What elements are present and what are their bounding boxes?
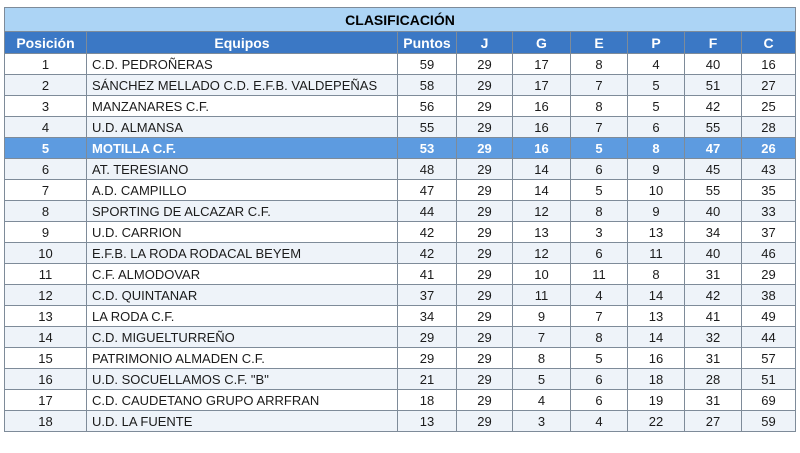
- points-cell: 42: [398, 222, 457, 243]
- played-cell: 29: [457, 75, 513, 96]
- table-row: [5, 222, 796, 243]
- lost-cell: 8: [628, 264, 685, 285]
- drawn-cell: 8: [571, 201, 628, 222]
- won-cell: 16: [513, 117, 571, 138]
- team-name-cell[interactable]: SÁNCHEZ MELLADO C.D. E.F.B. VALDEPEÑAS: [87, 75, 398, 96]
- goals-for-cell: 31: [685, 390, 742, 411]
- drawn-cell: 4: [571, 411, 628, 432]
- goals-against-cell: 26: [742, 138, 796, 159]
- table-row: [5, 159, 796, 180]
- column-header-points[interactable]: Puntos: [398, 32, 457, 54]
- goals-against-cell: 46: [742, 243, 796, 264]
- goals-against-cell: 59: [742, 411, 796, 432]
- position-cell: 4: [5, 117, 87, 138]
- drawn-cell: 11: [571, 264, 628, 285]
- played-cell: 29: [457, 327, 513, 348]
- points-cell: 37: [398, 285, 457, 306]
- goals-against-cell: 33: [742, 201, 796, 222]
- team-name-cell[interactable]: C.D. QUINTANAR: [87, 285, 398, 306]
- goals-against-cell: 43: [742, 159, 796, 180]
- goals-for-cell: 28: [685, 369, 742, 390]
- lost-cell: 13: [628, 222, 685, 243]
- team-name-cell[interactable]: MANZANARES C.F.: [87, 96, 398, 117]
- team-name-cell[interactable]: U.D. ALMANSA: [87, 117, 398, 138]
- team-name-cell[interactable]: E.F.B. LA RODA RODACAL BEYEM: [87, 243, 398, 264]
- won-cell: 14: [513, 159, 571, 180]
- position-cell: 10: [5, 243, 87, 264]
- goals-for-cell: 55: [685, 117, 742, 138]
- position-cell: 17: [5, 390, 87, 411]
- table-row: [5, 264, 796, 285]
- points-cell: 34: [398, 306, 457, 327]
- goals-for-cell: 32: [685, 327, 742, 348]
- won-cell: 10: [513, 264, 571, 285]
- lost-cell: 13: [628, 306, 685, 327]
- standings-body: [5, 54, 796, 432]
- table-row: [5, 348, 796, 369]
- position-cell: 18: [5, 411, 87, 432]
- team-name-cell[interactable]: C.D. PEDROÑERAS: [87, 54, 398, 75]
- table-row: [5, 201, 796, 222]
- goals-for-cell: 40: [685, 243, 742, 264]
- goals-against-cell: 37: [742, 222, 796, 243]
- won-cell: 12: [513, 201, 571, 222]
- points-cell: 58: [398, 75, 457, 96]
- table-row: [5, 54, 796, 75]
- position-cell: 2: [5, 75, 87, 96]
- lost-cell: 10: [628, 180, 685, 201]
- team-name-cell[interactable]: C.D. CAUDETANO GRUPO ARRFRAN: [87, 390, 398, 411]
- played-cell: 29: [457, 243, 513, 264]
- column-header-won[interactable]: G: [513, 32, 571, 54]
- points-cell: 56: [398, 96, 457, 117]
- goals-for-cell: 31: [685, 348, 742, 369]
- drawn-cell: 6: [571, 159, 628, 180]
- points-cell: 53: [398, 138, 457, 159]
- column-header-played[interactable]: J: [457, 32, 513, 54]
- team-name-cell[interactable]: A.D. CAMPILLO: [87, 180, 398, 201]
- position-cell: 1: [5, 54, 87, 75]
- team-name-cell[interactable]: SPORTING DE ALCAZAR C.F.: [87, 201, 398, 222]
- lost-cell: 9: [628, 201, 685, 222]
- drawn-cell: 6: [571, 390, 628, 411]
- goals-for-cell: 47: [685, 138, 742, 159]
- played-cell: 29: [457, 306, 513, 327]
- drawn-cell: 5: [571, 180, 628, 201]
- played-cell: 29: [457, 222, 513, 243]
- points-cell: 47: [398, 180, 457, 201]
- lost-cell: 14: [628, 285, 685, 306]
- played-cell: 29: [457, 159, 513, 180]
- won-cell: 8: [513, 348, 571, 369]
- played-cell: 29: [457, 96, 513, 117]
- goals-against-cell: 16: [742, 54, 796, 75]
- drawn-cell: 6: [571, 243, 628, 264]
- goals-against-cell: 27: [742, 75, 796, 96]
- lost-cell: 8: [628, 138, 685, 159]
- team-name-cell[interactable]: U.D. CARRION: [87, 222, 398, 243]
- position-cell: 13: [5, 306, 87, 327]
- lost-cell: 19: [628, 390, 685, 411]
- team-name-cell[interactable]: LA RODA C.F.: [87, 306, 398, 327]
- points-cell: 48: [398, 159, 457, 180]
- table-row: [5, 327, 796, 348]
- lost-cell: 14: [628, 327, 685, 348]
- drawn-cell: 5: [571, 138, 628, 159]
- drawn-cell: 4: [571, 285, 628, 306]
- points-cell: 44: [398, 201, 457, 222]
- played-cell: 29: [457, 411, 513, 432]
- drawn-cell: 8: [571, 96, 628, 117]
- table-row: [5, 411, 796, 432]
- lost-cell: 22: [628, 411, 685, 432]
- points-cell: 29: [398, 327, 457, 348]
- won-cell: 9: [513, 306, 571, 327]
- team-name-cell[interactable]: MOTILLA C.F.: [87, 138, 398, 159]
- goals-for-cell: 27: [685, 411, 742, 432]
- table-row: [5, 138, 796, 159]
- goals-for-cell: 31: [685, 264, 742, 285]
- goals-for-cell: 34: [685, 222, 742, 243]
- table-row: [5, 180, 796, 201]
- position-cell: 12: [5, 285, 87, 306]
- column-header-position[interactable]: Posición: [5, 32, 87, 54]
- lost-cell: 5: [628, 75, 685, 96]
- table-row: [5, 306, 796, 327]
- position-cell: 5: [5, 138, 87, 159]
- goals-against-cell: 49: [742, 306, 796, 327]
- points-cell: 55: [398, 117, 457, 138]
- goals-for-cell: 40: [685, 201, 742, 222]
- won-cell: 17: [513, 54, 571, 75]
- goals-against-cell: 69: [742, 390, 796, 411]
- lost-cell: 9: [628, 159, 685, 180]
- goals-against-cell: 35: [742, 180, 796, 201]
- played-cell: 29: [457, 54, 513, 75]
- goals-against-cell: 25: [742, 96, 796, 117]
- table-row: [5, 75, 796, 96]
- points-cell: 18: [398, 390, 457, 411]
- drawn-cell: 7: [571, 117, 628, 138]
- position-cell: 3: [5, 96, 87, 117]
- position-cell: 15: [5, 348, 87, 369]
- table-row: [5, 96, 796, 117]
- lost-cell: 16: [628, 348, 685, 369]
- played-cell: 29: [457, 138, 513, 159]
- goals-against-cell: 51: [742, 369, 796, 390]
- drawn-cell: 7: [571, 75, 628, 96]
- lost-cell: 18: [628, 369, 685, 390]
- team-name-cell[interactable]: PATRIMONIO ALMADEN C.F.: [87, 348, 398, 369]
- table-row: [5, 243, 796, 264]
- goals-for-cell: 42: [685, 96, 742, 117]
- won-cell: 5: [513, 369, 571, 390]
- team-name-cell[interactable]: AT. TERESIANO: [87, 159, 398, 180]
- goals-against-cell: 57: [742, 348, 796, 369]
- lost-cell: 5: [628, 96, 685, 117]
- points-cell: 21: [398, 369, 457, 390]
- drawn-cell: 8: [571, 327, 628, 348]
- points-cell: 59: [398, 54, 457, 75]
- won-cell: 16: [513, 96, 571, 117]
- played-cell: 29: [457, 201, 513, 222]
- table-title: CLASIFICACIÓN: [5, 8, 796, 32]
- table-row: [5, 117, 796, 138]
- lost-cell: 6: [628, 117, 685, 138]
- drawn-cell: 6: [571, 369, 628, 390]
- position-cell: 6: [5, 159, 87, 180]
- column-header-drawn[interactable]: E: [571, 32, 628, 54]
- points-cell: 29: [398, 348, 457, 369]
- drawn-cell: 7: [571, 306, 628, 327]
- won-cell: 4: [513, 390, 571, 411]
- drawn-cell: 8: [571, 54, 628, 75]
- goals-against-cell: 28: [742, 117, 796, 138]
- column-header-goals-against[interactable]: C: [742, 32, 796, 54]
- column-header-teams[interactable]: Equipos: [87, 32, 398, 54]
- goals-for-cell: 45: [685, 159, 742, 180]
- points-cell: 42: [398, 243, 457, 264]
- goals-against-cell: 44: [742, 327, 796, 348]
- table-row: [5, 390, 796, 411]
- won-cell: 14: [513, 180, 571, 201]
- won-cell: 3: [513, 411, 571, 432]
- played-cell: 29: [457, 180, 513, 201]
- won-cell: 7: [513, 327, 571, 348]
- position-cell: 16: [5, 369, 87, 390]
- team-name-cell[interactable]: U.D. LA FUENTE: [87, 411, 398, 432]
- position-cell: 7: [5, 180, 87, 201]
- title-row: [5, 8, 796, 32]
- played-cell: 29: [457, 390, 513, 411]
- table-row: [5, 369, 796, 390]
- goals-for-cell: 55: [685, 180, 742, 201]
- header-row: [5, 32, 796, 54]
- goals-for-cell: 51: [685, 75, 742, 96]
- team-name-cell[interactable]: C.F. ALMODOVAR: [87, 264, 398, 285]
- drawn-cell: 5: [571, 348, 628, 369]
- won-cell: 16: [513, 138, 571, 159]
- points-cell: 41: [398, 264, 457, 285]
- won-cell: 13: [513, 222, 571, 243]
- position-cell: 9: [5, 222, 87, 243]
- standings-table: [4, 7, 796, 432]
- played-cell: 29: [457, 117, 513, 138]
- goals-for-cell: 41: [685, 306, 742, 327]
- standings-container: [4, 7, 795, 432]
- goals-against-cell: 38: [742, 285, 796, 306]
- played-cell: 29: [457, 369, 513, 390]
- position-cell: 11: [5, 264, 87, 285]
- played-cell: 29: [457, 285, 513, 306]
- column-header-goals-for[interactable]: F: [685, 32, 742, 54]
- position-cell: 14: [5, 327, 87, 348]
- drawn-cell: 3: [571, 222, 628, 243]
- table-row: [5, 285, 796, 306]
- played-cell: 29: [457, 264, 513, 285]
- column-header-lost[interactable]: P: [628, 32, 685, 54]
- goals-against-cell: 29: [742, 264, 796, 285]
- goals-for-cell: 40: [685, 54, 742, 75]
- lost-cell: 11: [628, 243, 685, 264]
- position-cell: 8: [5, 201, 87, 222]
- won-cell: 17: [513, 75, 571, 96]
- won-cell: 11: [513, 285, 571, 306]
- points-cell: 13: [398, 411, 457, 432]
- lost-cell: 4: [628, 54, 685, 75]
- won-cell: 12: [513, 243, 571, 264]
- team-name-cell[interactable]: U.D. SOCUELLAMOS C.F. "B": [87, 369, 398, 390]
- played-cell: 29: [457, 348, 513, 369]
- team-name-cell[interactable]: C.D. MIGUELTURREÑO: [87, 327, 398, 348]
- goals-for-cell: 42: [685, 285, 742, 306]
